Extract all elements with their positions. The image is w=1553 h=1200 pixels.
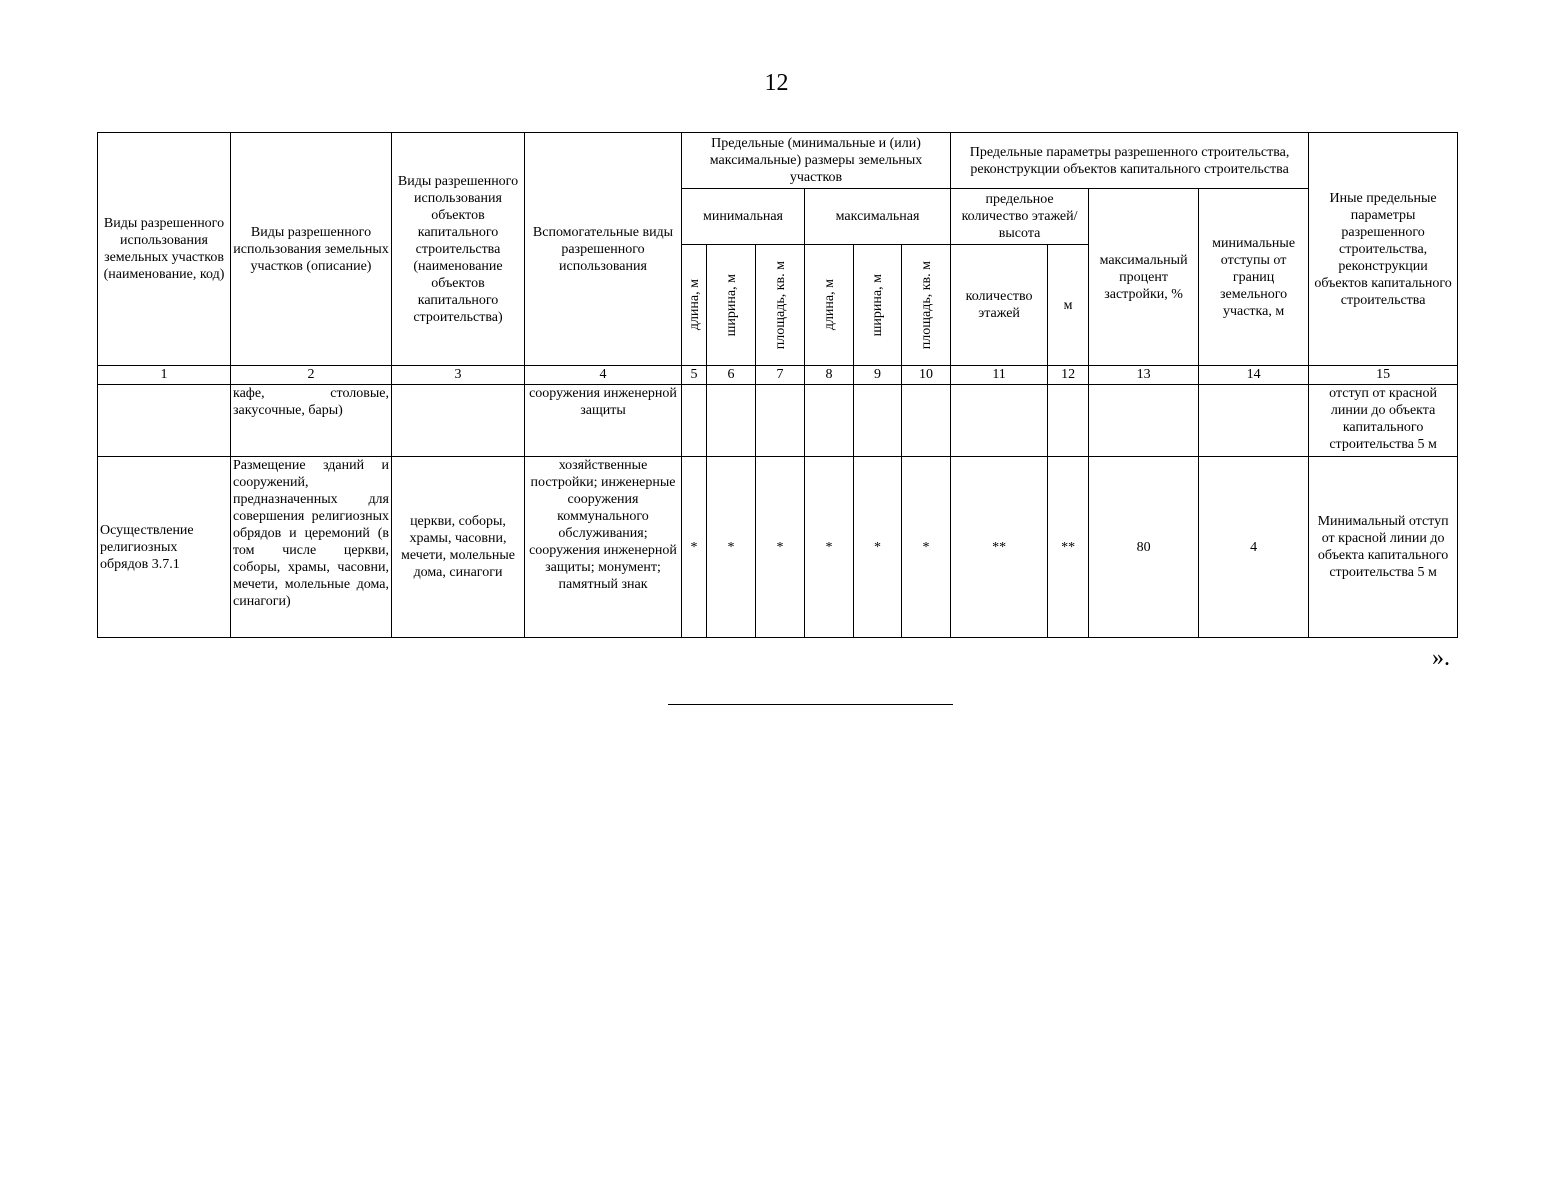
column-number: 9	[854, 366, 902, 385]
table-row	[98, 457, 1458, 638]
header-max-area: площадь, кв. м	[902, 245, 951, 366]
header-other-limits: Иные предельные параметры разрешенного строительства, реконструкции объектов капитального строительства	[1309, 133, 1458, 366]
column-number: 4	[525, 366, 682, 385]
cell-min-setbacks	[1199, 385, 1309, 457]
column-number: 11	[951, 366, 1048, 385]
cell-max-length: *	[805, 457, 854, 638]
column-number: 3	[392, 366, 525, 385]
cell-min-area	[756, 385, 805, 457]
header-maximum: максимальная	[805, 189, 951, 245]
column-number: 13	[1089, 366, 1199, 385]
header-minimum: минимальная	[682, 189, 805, 245]
cell-land-use-description: кафе, столовые, закусочные, бары)	[231, 385, 392, 457]
cell-max-build-percent: 80	[1089, 457, 1199, 638]
header-min-width: ширина, м	[707, 245, 756, 366]
cell-other-limits: отступ от красной линии до объекта капитального строительства 5 м	[1309, 385, 1458, 457]
header-min-area: площадь, кв. м	[756, 245, 805, 366]
header-floors-height: предельное количество этажей/высота	[951, 189, 1089, 245]
column-numbers-row	[98, 366, 1458, 385]
cell-min-width	[707, 385, 756, 457]
cell-land-use-type: Осуществление религиозных обрядов 3.7.1	[98, 457, 231, 638]
cell-other-limits: Минимальный отступ от красной линии до объекта капитального строительства 5 м	[1309, 457, 1458, 638]
cell-max-width	[854, 385, 902, 457]
cell-max-area	[902, 385, 951, 457]
cell-min-area: *	[756, 457, 805, 638]
column-number: 2	[231, 366, 392, 385]
column-number: 15	[1309, 366, 1458, 385]
cell-floors-count	[951, 385, 1048, 457]
header-auxiliary-use: Вспомогательные виды разрешенного использования	[525, 133, 682, 366]
header-min-length: длина, м	[682, 245, 707, 366]
column-number: 8	[805, 366, 854, 385]
header-land-use-description: Виды разрешенного использования земельных участков (описание)	[231, 133, 392, 366]
cell-min-width: *	[707, 457, 756, 638]
cell-height-meters	[1048, 385, 1089, 457]
cell-max-build-percent	[1089, 385, 1199, 457]
column-number: 7	[756, 366, 805, 385]
cell-auxiliary-use: сооружения инженерной защиты	[525, 385, 682, 457]
header-max-length: длина, м	[805, 245, 854, 366]
column-number: 5	[682, 366, 707, 385]
cell-land-use-type	[98, 385, 231, 457]
header-floors-count: количество этажей	[951, 245, 1048, 366]
page-number: 12	[764, 70, 789, 96]
column-number: 6	[707, 366, 756, 385]
header-construction-limits: Предельные параметры разрешенного строительства, реконструкции объектов капитального строительства	[951, 133, 1309, 189]
footer-divider	[668, 704, 953, 705]
cell-min-length	[682, 385, 707, 457]
cell-capital-construction-use	[392, 385, 525, 457]
header-land-use-type: Виды разрешенного использования земельных участков (наименование, код)	[98, 133, 231, 366]
header-plot-size-limits: Предельные (минимальные и (или) максимальные) размеры земельных участков	[682, 133, 951, 189]
cell-max-length	[805, 385, 854, 457]
cell-max-width: *	[854, 457, 902, 638]
column-number: 10	[902, 366, 951, 385]
table-row	[98, 385, 1458, 457]
cell-land-use-description: Размещение зданий и сооружений, предназначенных для совершения религиозных обрядов и церемоний (в том числе церкви, соборы, храмы, часовни, мечети, молельные дома, синагоги)	[231, 457, 392, 638]
land-use-parameters-table	[97, 132, 1458, 638]
header-max-width: ширина, м	[854, 245, 902, 366]
header-height-meters: м	[1048, 245, 1089, 366]
cell-auxiliary-use: хозяйственные постройки; инженерные сооружения коммунального обслуживания; сооружения инженерной защиты; монумент; памятный знак	[525, 457, 682, 638]
header-min-setbacks: минимальные отступы от границ земельного участка, м	[1199, 189, 1309, 366]
cell-capital-construction-use: церкви, соборы, храмы, часовни, мечети, молельные дома, синагоги	[392, 457, 525, 638]
column-number: 1	[98, 366, 231, 385]
cell-floors-count: **	[951, 457, 1048, 638]
cell-min-setbacks: 4	[1199, 457, 1309, 638]
column-number: 12	[1048, 366, 1089, 385]
header-capital-construction-use: Виды разрешенного использования объектов капитального строительства (наименование объектов капитального строительства)	[392, 133, 525, 366]
header-max-build-percent: максимальный процент застройки, %	[1089, 189, 1199, 366]
closing-quote-mark: ».	[1432, 645, 1450, 671]
column-number: 14	[1199, 366, 1309, 385]
cell-max-area: *	[902, 457, 951, 638]
cell-height-meters: **	[1048, 457, 1089, 638]
cell-min-length: *	[682, 457, 707, 638]
